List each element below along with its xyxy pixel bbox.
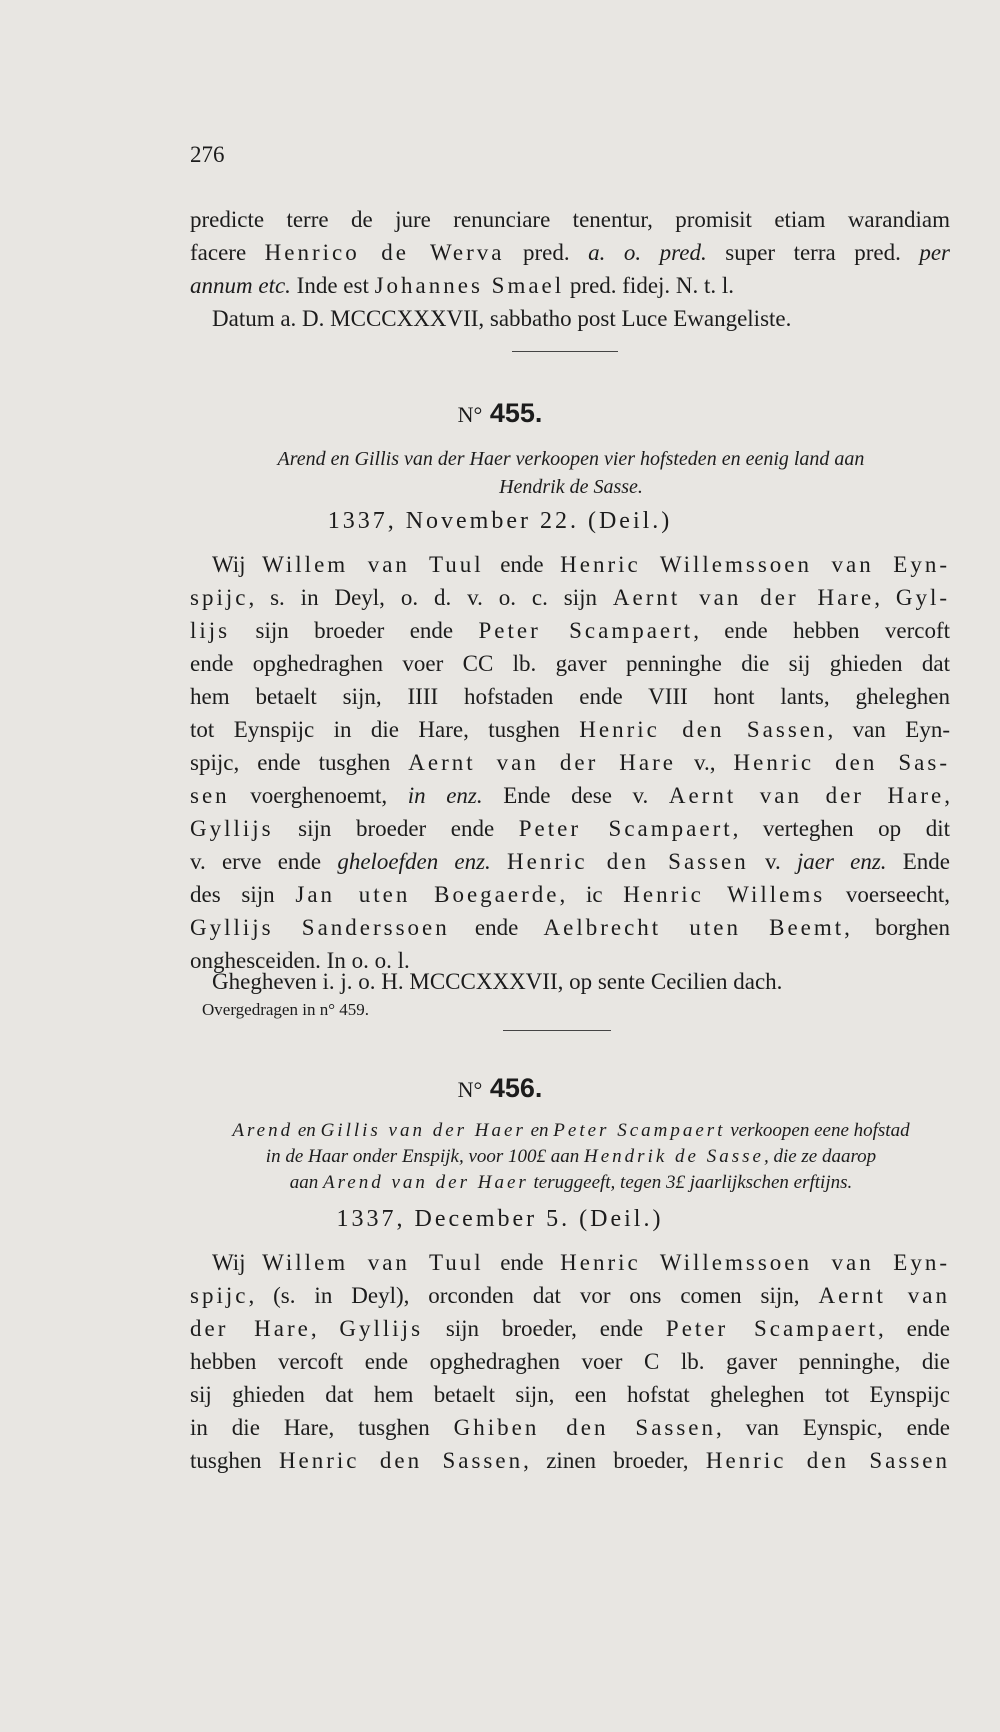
text-segment: v., xyxy=(675,750,734,775)
text-segment: , ic xyxy=(559,882,624,907)
text-line xyxy=(190,1345,950,1378)
spaced-name: Aernt van der Hare xyxy=(668,783,945,808)
text-segment: teruggeeft, tegen 3£ jaarlijkschen erftijns. xyxy=(528,1172,853,1193)
text-segment: in die Hare, tusghen xyxy=(190,1415,454,1440)
text-segment: onghesceiden. In o. o. l. xyxy=(190,948,410,973)
text-segment: sijn broeder ende xyxy=(273,816,519,841)
spaced-name: Gyllijs Sanderssoen xyxy=(190,915,450,940)
spaced-name: Arend van der Haer xyxy=(322,1172,529,1193)
charter-body-455 xyxy=(190,548,950,977)
text-segment: hebben vercoft ende opghedraghen voer C lb. gaver penninghe, die xyxy=(190,1349,950,1374)
text-line xyxy=(190,614,950,647)
text-segment: Wij xyxy=(212,1250,263,1275)
text-segment: , borghen xyxy=(844,915,951,940)
text-segment: ende xyxy=(483,1250,561,1275)
text-line xyxy=(190,581,950,614)
text-segment: , zinen broeder, xyxy=(523,1448,706,1473)
text-segment: , die ze daarop xyxy=(763,1146,877,1167)
section-divider xyxy=(512,351,618,352)
text-segment: en xyxy=(525,1120,554,1141)
text-line xyxy=(190,911,950,944)
text-segment: v. xyxy=(748,849,797,874)
text-line xyxy=(190,548,950,581)
text-segment: verkoopen eene hofstad xyxy=(725,1120,910,1141)
text-line xyxy=(190,812,950,845)
spaced-name: Henric Willemssoen van Eyn- xyxy=(560,552,950,577)
text-segment: sijn broeder ende xyxy=(230,618,479,643)
spaced-name: spijc xyxy=(190,585,249,610)
text-segment: , van Eynspic, ende xyxy=(716,1415,951,1440)
text-line xyxy=(190,1411,950,1444)
spaced-name: Willem van Tuul xyxy=(262,1250,484,1275)
text-segment: ende xyxy=(449,915,544,940)
spaced-name: Aernt van xyxy=(818,1283,950,1308)
charter-date-455: 1337, November 22. (Deil.) xyxy=(327,508,673,534)
text-segment: , verteghen op dit xyxy=(732,816,950,841)
text-segment: , van Eyn- xyxy=(827,717,950,742)
charter-closing-455 xyxy=(190,965,950,998)
spaced-name: Henric den Sassen xyxy=(278,1448,524,1473)
spaced-name: Henric den Sassen xyxy=(507,849,749,874)
text-segment: , (s. in Deyl), orconden dat vor ons comen sijn, xyxy=(248,1283,819,1308)
text-segment: hem betaelt sijn, IIII hofstaden ende VIII hont lants, gheleghen xyxy=(190,684,950,709)
text-segment: voerseecht, xyxy=(825,882,951,907)
spaced-name: Henric Willems xyxy=(623,882,826,907)
text-segment: , ende hebben vercoft xyxy=(693,618,950,643)
text-segment: sijn broeder, ende xyxy=(423,1316,666,1341)
text-line: facere Henrico de Werva pred. a. o. pred. super terra pred. per xyxy=(190,240,951,265)
section-divider xyxy=(503,1030,611,1031)
summary-line: Hendrik de Sasse. xyxy=(499,476,643,498)
summary-line xyxy=(176,1118,966,1144)
spaced-name: Peter Scampaert xyxy=(665,1316,879,1341)
transfer-note: Overgedragen in n° 459. xyxy=(202,1000,369,1019)
text-segment: , xyxy=(310,1316,340,1341)
spaced-name: Gyllijs xyxy=(190,816,274,841)
spaced-name: lijs xyxy=(190,618,231,643)
spaced-name: Gillis van der Haer xyxy=(320,1120,526,1141)
text-line xyxy=(190,1312,950,1345)
spaced-name: Henric den Sassen xyxy=(579,717,828,742)
spaced-name: der Hare xyxy=(190,1316,311,1341)
continuation-text xyxy=(190,203,950,335)
summary-line xyxy=(176,1144,966,1170)
spaced-name: Henric den Sas- xyxy=(733,750,950,775)
text-segment xyxy=(491,849,507,874)
text-segment: , s. in Deyl, o. d. v. o. c. sijn xyxy=(248,585,613,610)
charter-summary-455 xyxy=(176,445,966,501)
spaced-name: Aelbrecht uten Beemt xyxy=(543,915,845,940)
text-segment: , ende xyxy=(878,1316,951,1341)
spaced-name: Peter Scampaert xyxy=(478,618,694,643)
charter-body-456 xyxy=(190,1246,950,1477)
spaced-name: Aernt van der Hare xyxy=(612,585,875,610)
text-line xyxy=(190,878,950,911)
charter-date-456: 1337, December 5. (Deil.) xyxy=(336,1206,664,1232)
spaced-name: Hendrik de Sasse xyxy=(584,1146,764,1167)
text-line xyxy=(190,1279,950,1312)
spaced-name: Ghiben den Sassen xyxy=(453,1415,717,1440)
text-segment: des sijn xyxy=(190,882,296,907)
summary-line: Arend en Gillis van der Haer verkoopen vier hofsteden en eenig land aan xyxy=(277,448,865,470)
text-line xyxy=(190,647,950,680)
text-segment: spijc, ende tusghen xyxy=(190,750,409,775)
text-segment: in de Haar onder Enspijk, voor 100£ aan xyxy=(265,1146,585,1167)
charter-number-455: N° 455. xyxy=(457,398,543,428)
spaced-name: Gyllijs xyxy=(339,1316,424,1341)
spaced-name: Jan uten Boegaerde xyxy=(295,882,560,907)
text-line xyxy=(190,1444,950,1477)
text-segment: voerghenoemt, xyxy=(229,783,408,808)
text-line xyxy=(190,1378,950,1411)
text-segment: sij ghieden dat hem betaelt sijn, een hofstat gheleghen tot Eynspijc xyxy=(190,1382,950,1407)
text-segment: Ende dese v. xyxy=(482,783,669,808)
text-line xyxy=(190,779,950,812)
spaced-name: sen xyxy=(190,783,230,808)
text-segment: tot Eynspijc in die Hare, tusghen xyxy=(190,717,580,742)
text-segment: Wij xyxy=(212,552,263,577)
text-segment: gheloefden enz. xyxy=(337,849,491,874)
summary-line xyxy=(176,1170,966,1196)
text-segment: v. erve ende xyxy=(190,849,338,874)
spaced-name: Willem van Tuul xyxy=(262,552,484,577)
spaced-name: spijc xyxy=(190,1283,249,1308)
text-line xyxy=(190,1246,950,1279)
text-line xyxy=(190,680,950,713)
text-segment: , xyxy=(874,585,896,610)
charter-summary-456 xyxy=(176,1118,966,1196)
text-segment: en xyxy=(293,1120,321,1141)
charter-number-456: N° 456. xyxy=(457,1073,543,1103)
text-segment: ende opghedraghen voer CC lb. gaver penninghe die sij ghieden dat xyxy=(190,651,950,676)
text-line: annum etc. Inde est Johannes Smael pred. fidej. N. t. l. xyxy=(190,273,735,298)
closing-line: Ghegheven i. j. o. H. MCCCXXXVII, op sente Cecilien dach. xyxy=(212,969,783,994)
text-segment: aan xyxy=(289,1172,323,1193)
text-line xyxy=(190,746,950,779)
spaced-name: Peter Scampaert xyxy=(553,1120,726,1141)
text-line: Datum a. D. MCCCXXXVII, sabbatho post Luce Ewangeliste. xyxy=(212,306,792,331)
spaced-name: Gyl- xyxy=(895,585,951,610)
text-segment: ende xyxy=(483,552,561,577)
text-segment: Ende xyxy=(886,849,950,874)
text-line xyxy=(190,713,950,746)
text-segment: jaer enz. xyxy=(796,849,887,874)
spaced-name: Henric den Sassen xyxy=(705,1448,950,1473)
text-segment: , xyxy=(944,783,950,808)
spaced-name: Henric Willemssoen van Eyn- xyxy=(560,1250,950,1275)
text-segment: tusghen xyxy=(190,1448,279,1473)
text-segment: in enz. xyxy=(407,783,483,808)
spaced-name: Peter Scampaert xyxy=(518,816,733,841)
spaced-name: Arend xyxy=(232,1120,294,1141)
text-line: predicte terre de jure renunciare tenentur, promisit etiam warandiam xyxy=(190,207,950,232)
page-number: 276 xyxy=(190,142,225,167)
text-line xyxy=(190,845,950,878)
spaced-name: Aernt van der Hare xyxy=(408,750,676,775)
